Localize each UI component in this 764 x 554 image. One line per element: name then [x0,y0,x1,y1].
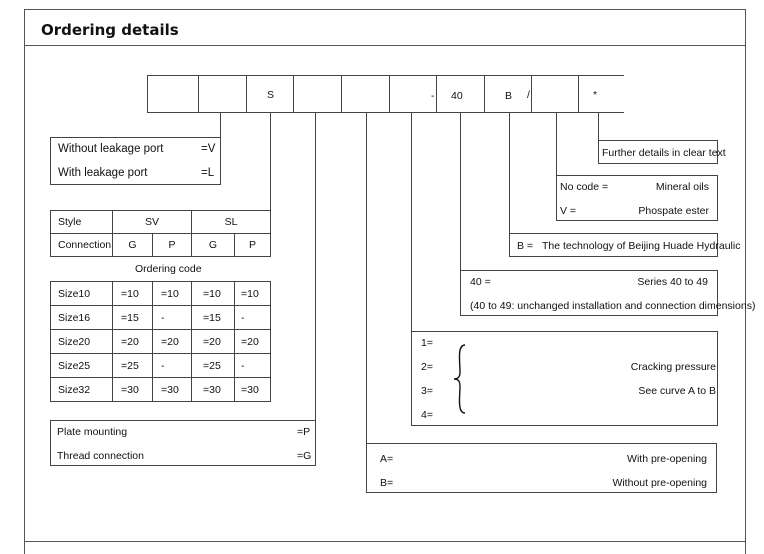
sv-label: SV [144,216,159,228]
cracking-code-4: 4= [421,409,433,421]
size-row-4-c4 [234,353,271,378]
code-box-10 [578,75,624,113]
seal-nocode-code: No code = [560,181,609,193]
conn-cell-3 [191,233,235,257]
code-box-4 [293,75,342,113]
seal-nocode-label: Mineral oils [655,181,709,193]
size-row-3-c4 [234,329,271,354]
sv-header-cell [112,210,192,234]
seal-v-label: Phospate ester [638,205,709,217]
size-row-5-v2: =30 [161,384,179,396]
size-row-1-v1: =10 [121,288,139,300]
opening-a-code: A= [380,453,394,465]
mounting-plate-label: Plate mounting [57,426,128,438]
size-row-1-c4 [234,281,271,306]
leakage-with-label: With leakage port [58,167,148,179]
size-row-3-v3: =20 [203,336,221,348]
size-row-2-c3 [191,305,235,330]
leakage-without-code: =V [201,143,216,155]
size-row-4-v2: - [161,360,165,372]
series-label: Series 40 to 49 [637,276,708,288]
series-box [460,270,756,316]
cracking-pressure-box [411,331,718,426]
size-row-2-label-cell [50,305,113,330]
size-row-2-c2 [152,305,192,330]
leakage-with-code: =L [201,167,215,179]
size-row-3-c3 [191,329,235,354]
connection-header-cell [50,233,113,257]
series-code: 40 = [470,276,491,288]
size-row-2-label: Size16 [58,312,91,324]
size-row-4-v4: - [241,360,245,372]
mounting-thread-label: Thread connection [57,450,144,462]
style-header-cell [50,210,113,234]
technology-label: The technology of Beijing Huade Hydraulic [542,240,741,252]
code-box-7 [436,75,485,113]
series-note: (40 to 49: unchanged installation and connection dimensions) [470,300,756,312]
size-row-5-c2 [152,377,192,402]
size-row-2-v1: =15 [121,312,139,324]
size-row-2-v3: =15 [203,312,221,324]
size-row-2-c4 [234,305,271,330]
cracking-curve-label: See curve A to B [638,385,716,397]
size-row-2-v4: - [241,312,245,324]
size-row-5-v1: =30 [121,384,139,396]
size-row-3-v1: =20 [121,336,139,348]
technology-box [509,233,741,257]
code-box-8-text: B [505,90,513,102]
size-row-2-c1 [112,305,153,330]
size-row-1-v3: =10 [203,288,221,300]
size-row-3-label: Size20 [58,336,91,348]
cracking-code-2: 2= [421,361,433,373]
opening-b-label: Without pre-opening [612,477,707,489]
seal-v-code: V = [560,205,577,217]
sl-label: SL [224,216,238,228]
size-row-4-c2 [152,353,192,378]
size-row-1-v2: =10 [161,288,179,300]
conn-label-4: P [248,239,256,251]
code-box-8-slash: / [527,89,530,101]
code-box-8 [484,75,532,113]
size-row-1-c1 [112,281,153,306]
page-title: Ordering details [41,21,179,39]
size-row-4-label: Size25 [58,360,91,372]
size-row-4-label-cell [50,353,113,378]
size-row-5-v3: =30 [203,384,221,396]
conn-label-1: G [128,239,137,251]
code-box-6-text: - [431,90,435,102]
code-box-7-text: 40 [451,90,463,102]
size-row-4-c3 [191,353,235,378]
code-box-3 [246,75,294,113]
conn-label-2: P [168,239,176,251]
code-box-2 [198,75,247,113]
code-box-5 [341,75,390,113]
code-box-1 [147,75,199,113]
size-row-3-v4: =20 [241,336,259,348]
mounting-plate-code: =P [297,426,311,438]
sl-header-cell [191,210,271,234]
mounting-thread-code: =G [297,450,312,462]
size-row-5-c1 [112,377,153,402]
conn-cell-2 [152,233,192,257]
further-details-box [598,140,726,164]
code-box-6 [389,75,437,113]
mounting-box [50,420,316,466]
size-row-3-label-cell [50,329,113,354]
technology-code: B = [517,240,534,252]
size-row-4-v3: =25 [203,360,221,372]
cracking-code-3: 3= [421,385,433,397]
ordering-code-label: Ordering code [135,263,202,275]
size-row-5-label: Size32 [58,384,91,396]
style-label: Style [58,216,82,228]
size-row-1-label-cell [50,281,113,306]
cracking-pressure-label: Cracking pressure [630,361,716,373]
size-row-5-c4 [234,377,271,402]
size-row-3-c1 [112,329,153,354]
curly-brace-icon [451,344,471,414]
size-row-5-v4: =30 [241,384,259,396]
further-details-label: Further details in clear text [602,147,726,159]
size-row-4-c1 [112,353,153,378]
conn-cell-4 [234,233,271,257]
pre-opening-box [366,443,717,493]
code-box-10-text: * [593,89,598,101]
size-row-2-v2: - [161,312,165,324]
opening-a-label: With pre-opening [627,453,707,465]
size-row-1-c2 [152,281,192,306]
connection-label: Connection [58,239,112,251]
size-row-4-v1: =25 [121,360,139,372]
cracking-code-1: 1= [421,337,433,349]
size-row-3-v2: =20 [161,336,179,348]
code-box-3-text: S [267,89,275,101]
code-box-9 [531,75,579,113]
leakage-without-label: Without leakage port [58,143,164,155]
size-row-1-v4: =10 [241,288,259,300]
leakage-port-box [50,137,221,185]
opening-b-code: B= [380,477,394,489]
size-row-5-label-cell [50,377,113,402]
conn-cell-1 [112,233,153,257]
size-row-1-label: Size10 [58,288,91,300]
size-row-3-c2 [152,329,192,354]
seal-material-box [556,175,718,221]
size-row-1-c3 [191,281,235,306]
conn-label-3: G [208,239,218,251]
size-row-5-c3 [191,377,235,402]
